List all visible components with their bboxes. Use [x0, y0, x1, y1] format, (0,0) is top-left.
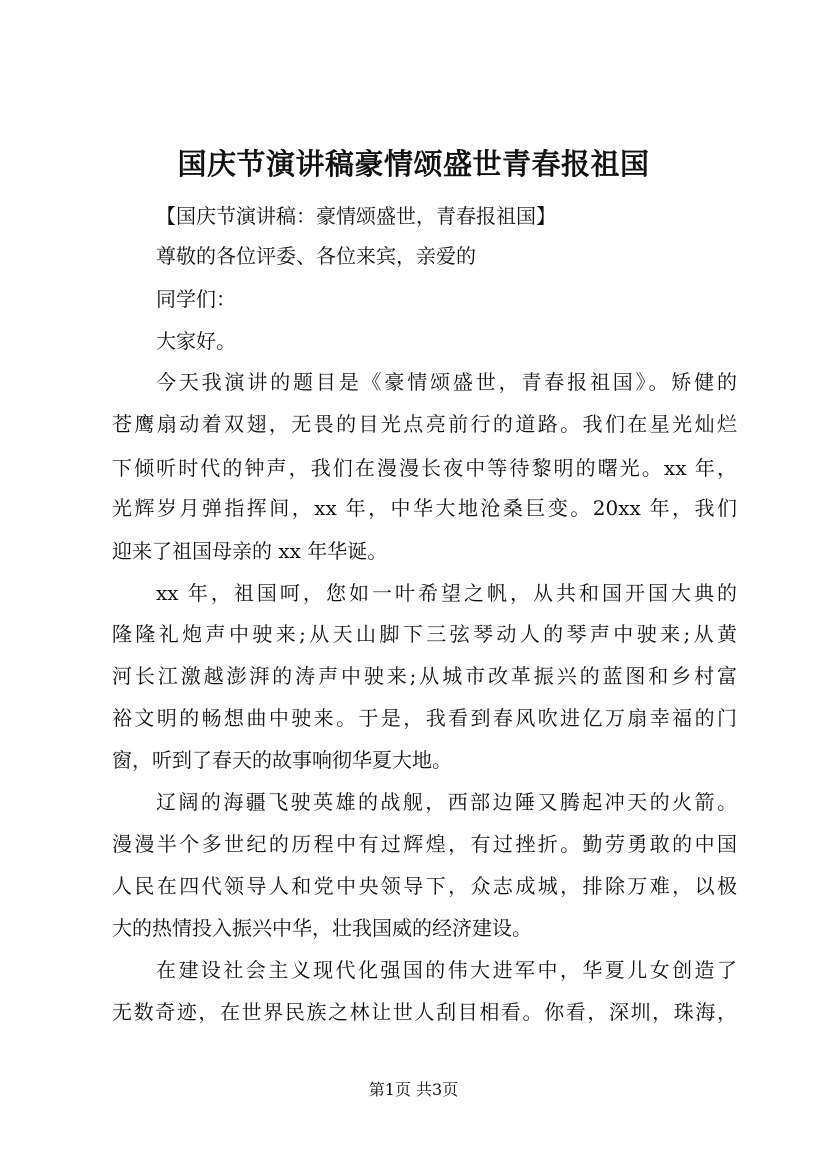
paragraph-line: 辽阔的海疆飞驶英雄的战舰，西部边陲又腾起冲天的火箭。 [156, 790, 737, 814]
paragraph-line: 隆隆礼炮声中驶来;从天山脚下三弦琴动人的琴声中驶来;从黄 [112, 622, 737, 646]
greeting-line: 大家好。 [156, 329, 236, 353]
paragraph-line: 下倾听时代的钟声，我们在漫漫长夜中等待黎明的曙光。xx 年， [112, 456, 737, 480]
paragraph-line: 光辉岁月弹指挥间，xx 年，中华大地沧桑巨变。20xx 年，我们 [112, 496, 737, 520]
paragraph-line: 大的热情投入振兴中华，壮我国威的经济建设。 [112, 916, 532, 940]
paragraph-line: 人民在四代领导人和党中央领导下，众志成城，排除万难，以极 [112, 874, 737, 898]
paragraph-line: 裕文明的畅想曲中驶来。于是，我看到春风吹进亿万扇幸福的门 [112, 706, 737, 730]
paragraph-line: 无数奇迹，在世界民族之林让世人刮目相看。你看，深圳，珠海， [112, 1000, 737, 1024]
document-title: 国庆节演讲稿豪情颂盛世青春报祖国 [177, 147, 650, 181]
greeting-line: 尊敬的各位评委、各位来宾，亲爱的 [156, 244, 476, 268]
paragraph-line: xx 年，祖国呵，您如一叶希望之帆，从共和国开国大典的 [156, 581, 737, 605]
paragraph-line: 在建设社会主义现代化强国的伟大进军中，华夏儿女创造了 [156, 958, 737, 982]
paragraph-line: 苍鹰扇动着双翅，无畏的目光点亮前行的道路。我们在星光灿烂 [112, 412, 737, 436]
paragraph-line: 迎来了祖国母亲的 xx 年华诞。 [112, 539, 388, 563]
paragraph-line: 窗，听到了春天的故事响彻华夏大地。 [112, 748, 452, 772]
page-number: 第1页 共3页 [368, 1080, 459, 1099]
paragraph-line: 漫漫半个多世纪的历程中有过辉煌，有过挫折。勤劳勇敢的中国 [112, 832, 737, 856]
subtitle-line: 【国庆节演讲稿：豪情颂盛世，青春报祖国】 [156, 204, 556, 228]
greeting-line: 同学们： [156, 287, 236, 311]
paragraph-line: 今天我演讲的题目是《豪情颂盛世，青春报祖国》。矫健的 [156, 370, 737, 394]
paragraph-line: 河长江激越澎湃的涛声中驶来;从城市改革振兴的蓝图和乡村富 [112, 664, 737, 688]
